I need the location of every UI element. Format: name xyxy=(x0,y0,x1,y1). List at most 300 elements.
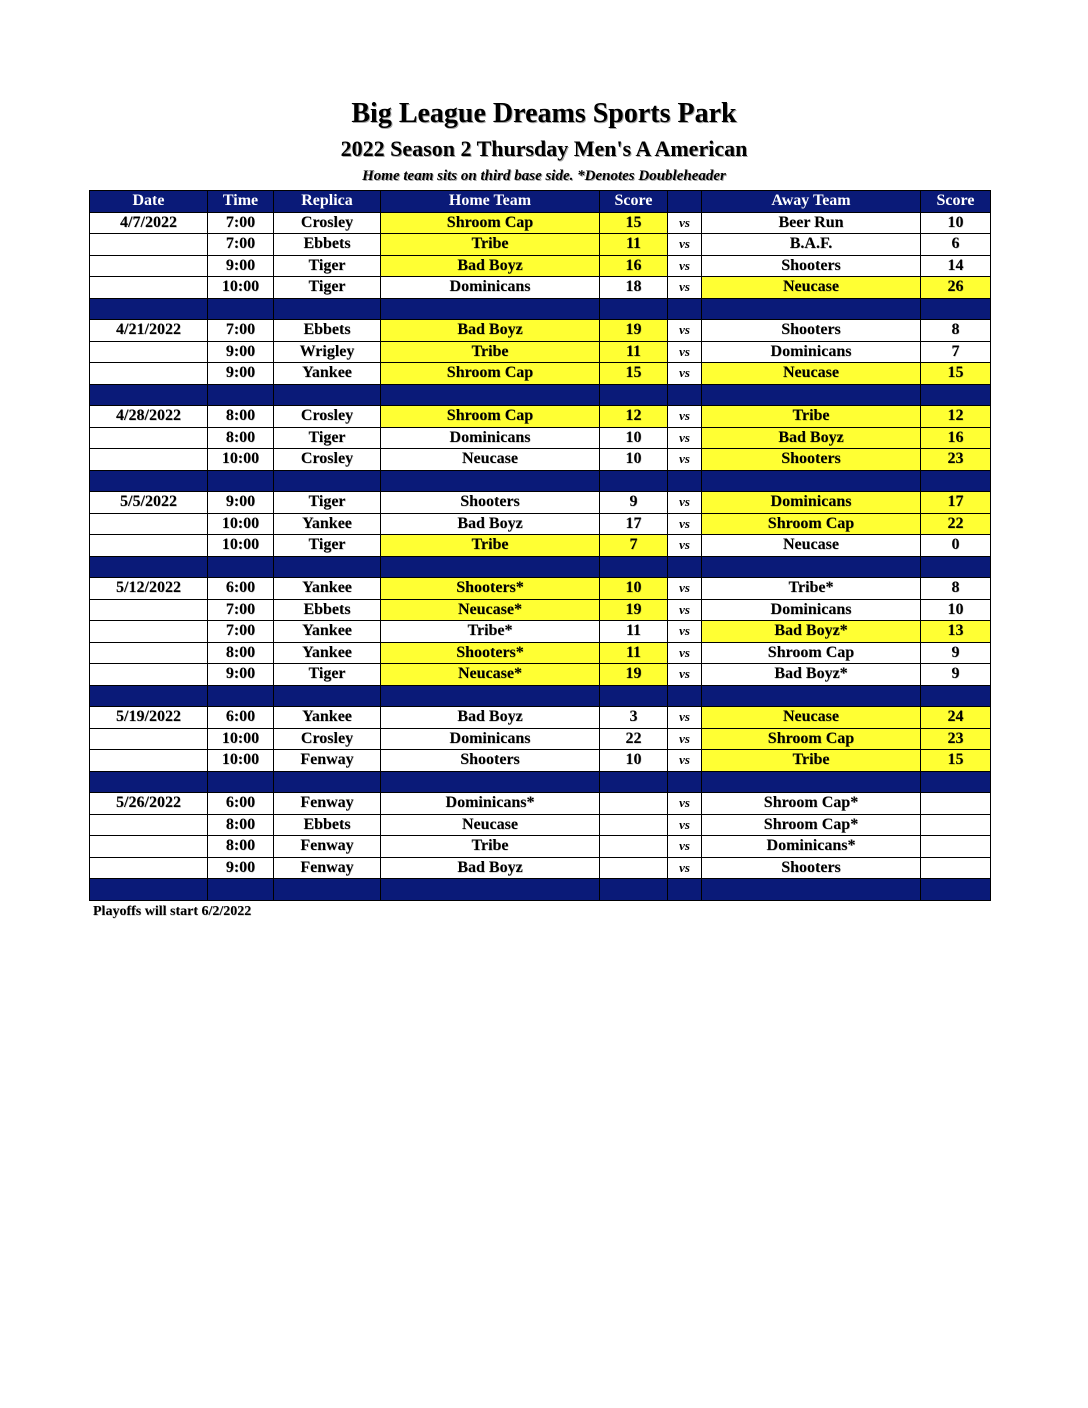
vs-label: vs xyxy=(668,535,702,557)
game-date xyxy=(90,363,208,385)
separator-cell xyxy=(702,384,921,406)
separator-cell xyxy=(668,771,702,793)
home-team: Bad Boyz xyxy=(381,707,600,729)
away-score: 10 xyxy=(921,599,991,621)
game-date xyxy=(90,341,208,363)
vs-label: vs xyxy=(668,341,702,363)
separator-cell xyxy=(921,879,991,901)
game-date: 5/26/2022 xyxy=(90,793,208,815)
game-date xyxy=(90,599,208,621)
game-row xyxy=(90,513,991,535)
away-team: Bad Boyz* xyxy=(702,621,921,643)
game-time: 9:00 xyxy=(208,363,274,385)
header-row xyxy=(90,191,991,213)
home-score: 11 xyxy=(600,621,668,643)
separator-cell xyxy=(381,556,600,578)
home-team: Neucase xyxy=(381,814,600,836)
game-time: 7:00 xyxy=(208,320,274,342)
header-away-score: Score xyxy=(921,191,991,213)
home-team: Dominicans xyxy=(381,427,600,449)
vs-label: vs xyxy=(668,449,702,471)
game-row xyxy=(90,320,991,342)
game-date xyxy=(90,642,208,664)
game-date xyxy=(90,621,208,643)
separator-cell xyxy=(600,556,668,578)
game-row xyxy=(90,449,991,471)
away-score: 23 xyxy=(921,449,991,471)
home-score: 7 xyxy=(600,535,668,557)
field-replica: Yankee xyxy=(274,707,381,729)
home-team: Shooters xyxy=(381,750,600,772)
game-row xyxy=(90,750,991,772)
separator-cell xyxy=(274,771,381,793)
away-team: Tribe xyxy=(702,750,921,772)
home-score: 15 xyxy=(600,363,668,385)
field-replica: Crosley xyxy=(274,406,381,428)
game-date xyxy=(90,814,208,836)
away-team: Tribe* xyxy=(702,578,921,600)
away-score: 26 xyxy=(921,277,991,299)
home-team: Neucase xyxy=(381,449,600,471)
away-score: 8 xyxy=(921,320,991,342)
home-team: Dominicans xyxy=(381,277,600,299)
field-replica: Tiger xyxy=(274,277,381,299)
separator-row xyxy=(90,556,991,578)
field-replica: Fenway xyxy=(274,793,381,815)
home-score: 19 xyxy=(600,664,668,686)
home-team: Bad Boyz xyxy=(381,513,600,535)
game-date: 5/19/2022 xyxy=(90,707,208,729)
away-score: 10 xyxy=(921,212,991,234)
vs-label: vs xyxy=(668,212,702,234)
separator-cell xyxy=(921,556,991,578)
game-time: 6:00 xyxy=(208,578,274,600)
game-time: 8:00 xyxy=(208,406,274,428)
game-row xyxy=(90,535,991,557)
separator-cell xyxy=(274,556,381,578)
field-replica: Fenway xyxy=(274,836,381,858)
away-team: Tribe xyxy=(702,406,921,428)
game-row xyxy=(90,212,991,234)
field-replica: Tiger xyxy=(274,535,381,557)
home-score: 19 xyxy=(600,320,668,342)
field-replica: Crosley xyxy=(274,212,381,234)
vs-label: vs xyxy=(668,707,702,729)
game-time: 10:00 xyxy=(208,449,274,471)
separator-cell xyxy=(668,685,702,707)
game-row xyxy=(90,836,991,858)
home-score xyxy=(600,814,668,836)
field-replica: Tiger xyxy=(274,492,381,514)
separator-cell xyxy=(381,771,600,793)
home-team: Tribe xyxy=(381,234,600,256)
home-score: 11 xyxy=(600,234,668,256)
home-score: 17 xyxy=(600,513,668,535)
home-score: 12 xyxy=(600,406,668,428)
game-row xyxy=(90,642,991,664)
game-date: 5/12/2022 xyxy=(90,578,208,600)
game-time: 6:00 xyxy=(208,707,274,729)
home-score: 16 xyxy=(600,255,668,277)
vs-label: vs xyxy=(668,664,702,686)
separator-cell xyxy=(381,879,600,901)
home-score: 11 xyxy=(600,341,668,363)
game-date xyxy=(90,234,208,256)
away-score: 12 xyxy=(921,406,991,428)
separator-cell xyxy=(90,771,208,793)
field-replica: Yankee xyxy=(274,621,381,643)
game-time: 9:00 xyxy=(208,255,274,277)
field-replica: Ebbets xyxy=(274,234,381,256)
separator-row xyxy=(90,470,991,492)
away-team: Dominicans* xyxy=(702,836,921,858)
away-score xyxy=(921,857,991,879)
vs-label: vs xyxy=(668,320,702,342)
separator-cell xyxy=(90,556,208,578)
home-team: Shroom Cap xyxy=(381,406,600,428)
game-date xyxy=(90,513,208,535)
separator-cell xyxy=(921,685,991,707)
game-time: 10:00 xyxy=(208,277,274,299)
game-time: 10:00 xyxy=(208,535,274,557)
header-replica: Replica xyxy=(274,191,381,213)
game-row xyxy=(90,621,991,643)
separator-cell xyxy=(921,384,991,406)
page-title: Big League Dreams Sports Park xyxy=(351,98,737,129)
field-replica: Ebbets xyxy=(274,814,381,836)
field-replica: Ebbets xyxy=(274,599,381,621)
separator-cell xyxy=(668,384,702,406)
header-vs xyxy=(668,191,702,213)
game-date xyxy=(90,277,208,299)
game-time: 9:00 xyxy=(208,664,274,686)
away-team: Neucase xyxy=(702,277,921,299)
separator-cell xyxy=(668,556,702,578)
game-row xyxy=(90,793,991,815)
home-team: Bad Boyz xyxy=(381,320,600,342)
schedule-table xyxy=(89,190,991,901)
game-date: 4/21/2022 xyxy=(90,320,208,342)
vs-label: vs xyxy=(668,857,702,879)
separator-cell xyxy=(600,771,668,793)
separator-cell xyxy=(921,470,991,492)
home-score: 10 xyxy=(600,750,668,772)
away-score: 13 xyxy=(921,621,991,643)
page-subtitle: 2022 Season 2 Thursday Men's A American xyxy=(340,136,748,161)
separator-cell xyxy=(208,556,274,578)
game-date xyxy=(90,449,208,471)
field-replica: Crosley xyxy=(274,449,381,471)
header-away-team: Away Team xyxy=(702,191,921,213)
separator-cell xyxy=(668,470,702,492)
game-time: 8:00 xyxy=(208,427,274,449)
home-team: Tribe xyxy=(381,836,600,858)
away-team: Shroom Cap xyxy=(702,728,921,750)
separator-cell xyxy=(274,879,381,901)
away-team: Beer Run xyxy=(702,212,921,234)
vs-label: vs xyxy=(668,793,702,815)
separator-cell xyxy=(381,685,600,707)
away-score: 0 xyxy=(921,535,991,557)
field-replica: Wrigley xyxy=(274,341,381,363)
game-time: 7:00 xyxy=(208,234,274,256)
game-row xyxy=(90,814,991,836)
separator-cell xyxy=(274,685,381,707)
home-score: 15 xyxy=(600,212,668,234)
separator-cell xyxy=(668,298,702,320)
separator-cell xyxy=(600,384,668,406)
game-date xyxy=(90,728,208,750)
home-score: 22 xyxy=(600,728,668,750)
game-date: 5/5/2022 xyxy=(90,492,208,514)
game-time: 7:00 xyxy=(208,212,274,234)
game-row xyxy=(90,234,991,256)
separator-cell xyxy=(702,298,921,320)
game-row xyxy=(90,427,991,449)
field-replica: Yankee xyxy=(274,578,381,600)
game-date: 4/28/2022 xyxy=(90,406,208,428)
vs-label: vs xyxy=(668,277,702,299)
game-row xyxy=(90,406,991,428)
playoffs-note: Playoffs will start 6/2/2022 xyxy=(93,904,252,919)
field-replica: Fenway xyxy=(274,750,381,772)
vs-label: vs xyxy=(668,513,702,535)
field-replica: Tiger xyxy=(274,255,381,277)
away-score: 15 xyxy=(921,750,991,772)
game-date xyxy=(90,535,208,557)
home-team: Tribe xyxy=(381,535,600,557)
separator-cell xyxy=(702,470,921,492)
away-team: Dominicans xyxy=(702,341,921,363)
away-score: 9 xyxy=(921,664,991,686)
separator-cell xyxy=(90,685,208,707)
game-row xyxy=(90,707,991,729)
home-score: 18 xyxy=(600,277,668,299)
game-row xyxy=(90,492,991,514)
away-score: 15 xyxy=(921,363,991,385)
away-score: 6 xyxy=(921,234,991,256)
separator-cell xyxy=(600,685,668,707)
away-score: 24 xyxy=(921,707,991,729)
away-score: 8 xyxy=(921,578,991,600)
separator-cell xyxy=(208,879,274,901)
game-row xyxy=(90,728,991,750)
field-replica: Tiger xyxy=(274,427,381,449)
separator-cell xyxy=(208,685,274,707)
game-time: 7:00 xyxy=(208,599,274,621)
away-team: B.A.F. xyxy=(702,234,921,256)
home-score xyxy=(600,836,668,858)
game-time: 9:00 xyxy=(208,341,274,363)
separator-cell xyxy=(90,384,208,406)
away-team: Neucase xyxy=(702,363,921,385)
home-score xyxy=(600,793,668,815)
separator-cell xyxy=(600,879,668,901)
away-score: 16 xyxy=(921,427,991,449)
home-team: Neucase* xyxy=(381,664,600,686)
separator-row xyxy=(90,879,991,901)
away-team: Shooters xyxy=(702,255,921,277)
home-team: Shooters xyxy=(381,492,600,514)
separator-cell xyxy=(208,384,274,406)
game-row xyxy=(90,277,991,299)
home-team: Dominicans xyxy=(381,728,600,750)
game-date: 4/7/2022 xyxy=(90,212,208,234)
separator-cell xyxy=(600,298,668,320)
away-team: Shooters xyxy=(702,857,921,879)
vs-label: vs xyxy=(668,255,702,277)
separator-cell xyxy=(600,470,668,492)
game-row xyxy=(90,578,991,600)
home-team: Dominicans* xyxy=(381,793,600,815)
away-team: Dominicans xyxy=(702,492,921,514)
away-score: 23 xyxy=(921,728,991,750)
game-row xyxy=(90,341,991,363)
header-time: Time xyxy=(208,191,274,213)
separator-row xyxy=(90,685,991,707)
away-score: 9 xyxy=(921,642,991,664)
vs-label: vs xyxy=(668,578,702,600)
game-time: 10:00 xyxy=(208,750,274,772)
separator-row xyxy=(90,298,991,320)
vs-label: vs xyxy=(668,642,702,664)
game-time: 7:00 xyxy=(208,621,274,643)
vs-label: vs xyxy=(668,621,702,643)
away-score: 7 xyxy=(921,341,991,363)
separator-cell xyxy=(381,298,600,320)
away-score xyxy=(921,836,991,858)
home-score: 19 xyxy=(600,599,668,621)
separator-cell xyxy=(208,771,274,793)
game-time: 9:00 xyxy=(208,857,274,879)
game-time: 8:00 xyxy=(208,814,274,836)
game-time: 9:00 xyxy=(208,492,274,514)
separator-cell xyxy=(208,298,274,320)
header-date: Date xyxy=(90,191,208,213)
away-team: Shroom Cap* xyxy=(702,793,921,815)
field-replica: Tiger xyxy=(274,664,381,686)
away-team: Shooters xyxy=(702,449,921,471)
game-row xyxy=(90,664,991,686)
field-replica: Ebbets xyxy=(274,320,381,342)
separator-cell xyxy=(274,470,381,492)
separator-row xyxy=(90,771,991,793)
vs-label: vs xyxy=(668,406,702,428)
home-team: Shroom Cap xyxy=(381,363,600,385)
home-score: 3 xyxy=(600,707,668,729)
home-score: 9 xyxy=(600,492,668,514)
away-score xyxy=(921,814,991,836)
game-date xyxy=(90,750,208,772)
vs-label: vs xyxy=(668,234,702,256)
vs-label: vs xyxy=(668,492,702,514)
away-score xyxy=(921,793,991,815)
away-team: Bad Boyz xyxy=(702,427,921,449)
game-time: 8:00 xyxy=(208,836,274,858)
home-score xyxy=(600,857,668,879)
vs-label: vs xyxy=(668,814,702,836)
header-home-score: Score xyxy=(600,191,668,213)
vs-label: vs xyxy=(668,836,702,858)
game-row xyxy=(90,599,991,621)
home-team: Tribe* xyxy=(381,621,600,643)
away-team: Bad Boyz* xyxy=(702,664,921,686)
home-team: Neucase* xyxy=(381,599,600,621)
away-team: Shooters xyxy=(702,320,921,342)
field-replica: Yankee xyxy=(274,363,381,385)
home-score: 10 xyxy=(600,427,668,449)
home-score: 10 xyxy=(600,449,668,471)
field-replica: Yankee xyxy=(274,513,381,535)
separator-cell xyxy=(381,384,600,406)
separator-cell xyxy=(921,771,991,793)
schedule-note: Home team sits on third base side. *Denotes Doubleheader xyxy=(362,168,726,184)
game-row xyxy=(90,363,991,385)
away-team: Shroom Cap xyxy=(702,513,921,535)
game-time: 8:00 xyxy=(208,642,274,664)
away-team: Shroom Cap xyxy=(702,642,921,664)
separator-cell xyxy=(668,879,702,901)
separator-cell xyxy=(274,384,381,406)
game-time: 10:00 xyxy=(208,513,274,535)
home-team: Bad Boyz xyxy=(381,255,600,277)
home-score: 10 xyxy=(600,578,668,600)
game-row xyxy=(90,255,991,277)
separator-cell xyxy=(208,470,274,492)
vs-label: vs xyxy=(668,728,702,750)
game-date xyxy=(90,857,208,879)
separator-cell xyxy=(381,470,600,492)
game-date xyxy=(90,427,208,449)
home-score: 11 xyxy=(600,642,668,664)
away-team: Shroom Cap* xyxy=(702,814,921,836)
separator-cell xyxy=(274,298,381,320)
away-score: 17 xyxy=(921,492,991,514)
separator-cell xyxy=(90,879,208,901)
separator-cell xyxy=(921,298,991,320)
home-team: Shooters* xyxy=(381,578,600,600)
header-home-team: Home Team xyxy=(381,191,600,213)
game-row xyxy=(90,857,991,879)
separator-row xyxy=(90,384,991,406)
vs-label: vs xyxy=(668,750,702,772)
separator-cell xyxy=(702,771,921,793)
field-replica: Fenway xyxy=(274,857,381,879)
away-team: Neucase xyxy=(702,707,921,729)
away-team: Dominicans xyxy=(702,599,921,621)
home-team: Shooters* xyxy=(381,642,600,664)
vs-label: vs xyxy=(668,363,702,385)
home-team: Shroom Cap xyxy=(381,212,600,234)
game-date xyxy=(90,664,208,686)
home-team: Bad Boyz xyxy=(381,857,600,879)
game-time: 6:00 xyxy=(208,793,274,815)
field-replica: Yankee xyxy=(274,642,381,664)
separator-cell xyxy=(702,879,921,901)
separator-cell xyxy=(702,685,921,707)
game-date xyxy=(90,255,208,277)
away-score: 22 xyxy=(921,513,991,535)
home-team: Tribe xyxy=(381,341,600,363)
game-time: 10:00 xyxy=(208,728,274,750)
vs-label: vs xyxy=(668,427,702,449)
separator-cell xyxy=(90,470,208,492)
field-replica: Crosley xyxy=(274,728,381,750)
separator-cell xyxy=(702,556,921,578)
away-score: 14 xyxy=(921,255,991,277)
separator-cell xyxy=(90,298,208,320)
away-team: Neucase xyxy=(702,535,921,557)
